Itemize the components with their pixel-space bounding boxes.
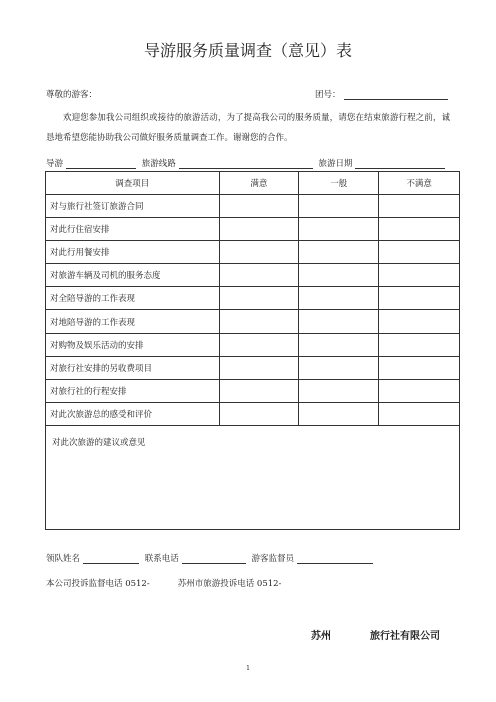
table-row <box>46 287 460 310</box>
cell-average[interactable] <box>299 333 379 356</box>
cell-average[interactable] <box>299 264 379 287</box>
header-item: 调查项目 <box>46 172 220 195</box>
row-label: 对购物及娱乐活动的安排 <box>46 333 220 356</box>
cell-unsatisfied[interactable] <box>379 402 460 425</box>
cell-average[interactable] <box>299 195 379 218</box>
cell-unsatisfied[interactable] <box>379 218 460 241</box>
route-label: 旅游线路 <box>141 159 176 169</box>
cell-unsatisfied[interactable] <box>379 264 460 287</box>
row-label: 对地陪导游的工作表现 <box>46 310 220 333</box>
suggestion-box[interactable] <box>46 425 460 529</box>
cell-unsatisfied[interactable] <box>379 379 460 402</box>
cell-satisfied[interactable] <box>219 218 299 241</box>
survey-table <box>45 171 460 530</box>
table-header-row <box>46 172 460 195</box>
row-label: 对此次旅游总的感受和评价 <box>46 402 220 425</box>
guide-label: 导游 <box>46 159 64 169</box>
cell-average[interactable] <box>299 356 379 379</box>
table-row <box>46 356 460 379</box>
row-label: 对全陪导游的工作表现 <box>46 287 220 310</box>
guide-info-row <box>46 157 445 169</box>
header-unsatisfied: 不满意 <box>379 172 460 195</box>
leader-blank[interactable] <box>83 554 139 564</box>
tour-number-blank[interactable] <box>344 90 448 100</box>
table-row <box>46 310 460 333</box>
cell-unsatisfied[interactable] <box>379 195 460 218</box>
cell-satisfied[interactable] <box>219 379 299 402</box>
tour-number-field[interactable] <box>315 88 448 100</box>
suggestion-label: 对此次旅游的建议或意见 <box>52 437 146 448</box>
cell-satisfied[interactable] <box>219 333 299 356</box>
cell-average[interactable] <box>299 379 379 402</box>
city-complaint-phone: 苏州市旅游投诉电话 0512- <box>177 579 282 589</box>
phone-label: 联系电话 <box>144 554 179 564</box>
company-complaint-phone: 本公司投诉监督电话 0512- <box>46 579 150 589</box>
suggestion-row <box>46 425 460 529</box>
cell-unsatisfied[interactable] <box>379 241 460 264</box>
date-blank[interactable] <box>355 159 445 169</box>
contact-info-row <box>46 552 373 564</box>
salutation: 尊敬的游客： <box>46 90 98 100</box>
cell-satisfied[interactable] <box>219 264 299 287</box>
row-label: 对旅行社的行程安排 <box>46 379 220 402</box>
table-row <box>46 241 460 264</box>
header-satisfied: 满意 <box>219 172 299 195</box>
row-label: 对与旅行社签订旅游合同 <box>46 195 220 218</box>
table-row <box>46 379 460 402</box>
cell-average[interactable] <box>299 310 379 333</box>
leader-label: 领队姓名 <box>46 554 81 564</box>
cell-satisfied[interactable] <box>219 241 299 264</box>
cell-average[interactable] <box>299 218 379 241</box>
row-label: 对旅行社安排的另收费项目 <box>46 356 220 379</box>
row-label: 对旅游车辆及司机的服务态度 <box>46 264 220 287</box>
company-city: 苏州 <box>311 631 331 642</box>
table-row <box>46 402 460 425</box>
cell-satisfied[interactable] <box>219 310 299 333</box>
cell-average[interactable] <box>299 287 379 310</box>
cell-average[interactable] <box>299 241 379 264</box>
cell-satisfied[interactable] <box>219 287 299 310</box>
company-name: 旅行社有限公司 <box>370 631 440 642</box>
intro-paragraph: 欢迎您参加我公司组织或接待的旅游活动，为了提高我公司的服务质量，请您在结束旅游行程之前，诚恳地希望您能协助我公司做好服务质量调查工作。谢谢您的合作。 <box>46 113 450 143</box>
cell-average[interactable] <box>299 402 379 425</box>
row-label: 对此行用餐安排 <box>46 241 220 264</box>
phone-blank[interactable] <box>182 554 246 564</box>
page-title: 导游服务质量调查（意见）表 <box>143 41 352 60</box>
route-blank[interactable] <box>179 159 313 169</box>
tour-number-label: 团号： <box>315 90 341 100</box>
supervisor-label: 游客监督员 <box>251 554 294 564</box>
supervisor-blank[interactable] <box>297 554 373 564</box>
row-label: 对此行住宿安排 <box>46 218 220 241</box>
cell-unsatisfied[interactable] <box>379 287 460 310</box>
table-row <box>46 195 460 218</box>
date-label: 旅游日期 <box>318 159 353 169</box>
cell-satisfied[interactable] <box>219 356 299 379</box>
cell-unsatisfied[interactable] <box>379 356 460 379</box>
header-average: 一般 <box>299 172 379 195</box>
cell-satisfied[interactable] <box>219 195 299 218</box>
cell-unsatisfied[interactable] <box>379 333 460 356</box>
cell-satisfied[interactable] <box>219 402 299 425</box>
table-row <box>46 218 460 241</box>
table-row <box>46 333 460 356</box>
table-row <box>46 264 460 287</box>
cell-unsatisfied[interactable] <box>379 310 460 333</box>
guide-blank[interactable] <box>66 159 136 169</box>
page-number: 1 <box>246 665 250 672</box>
complaint-phones <box>46 577 281 589</box>
